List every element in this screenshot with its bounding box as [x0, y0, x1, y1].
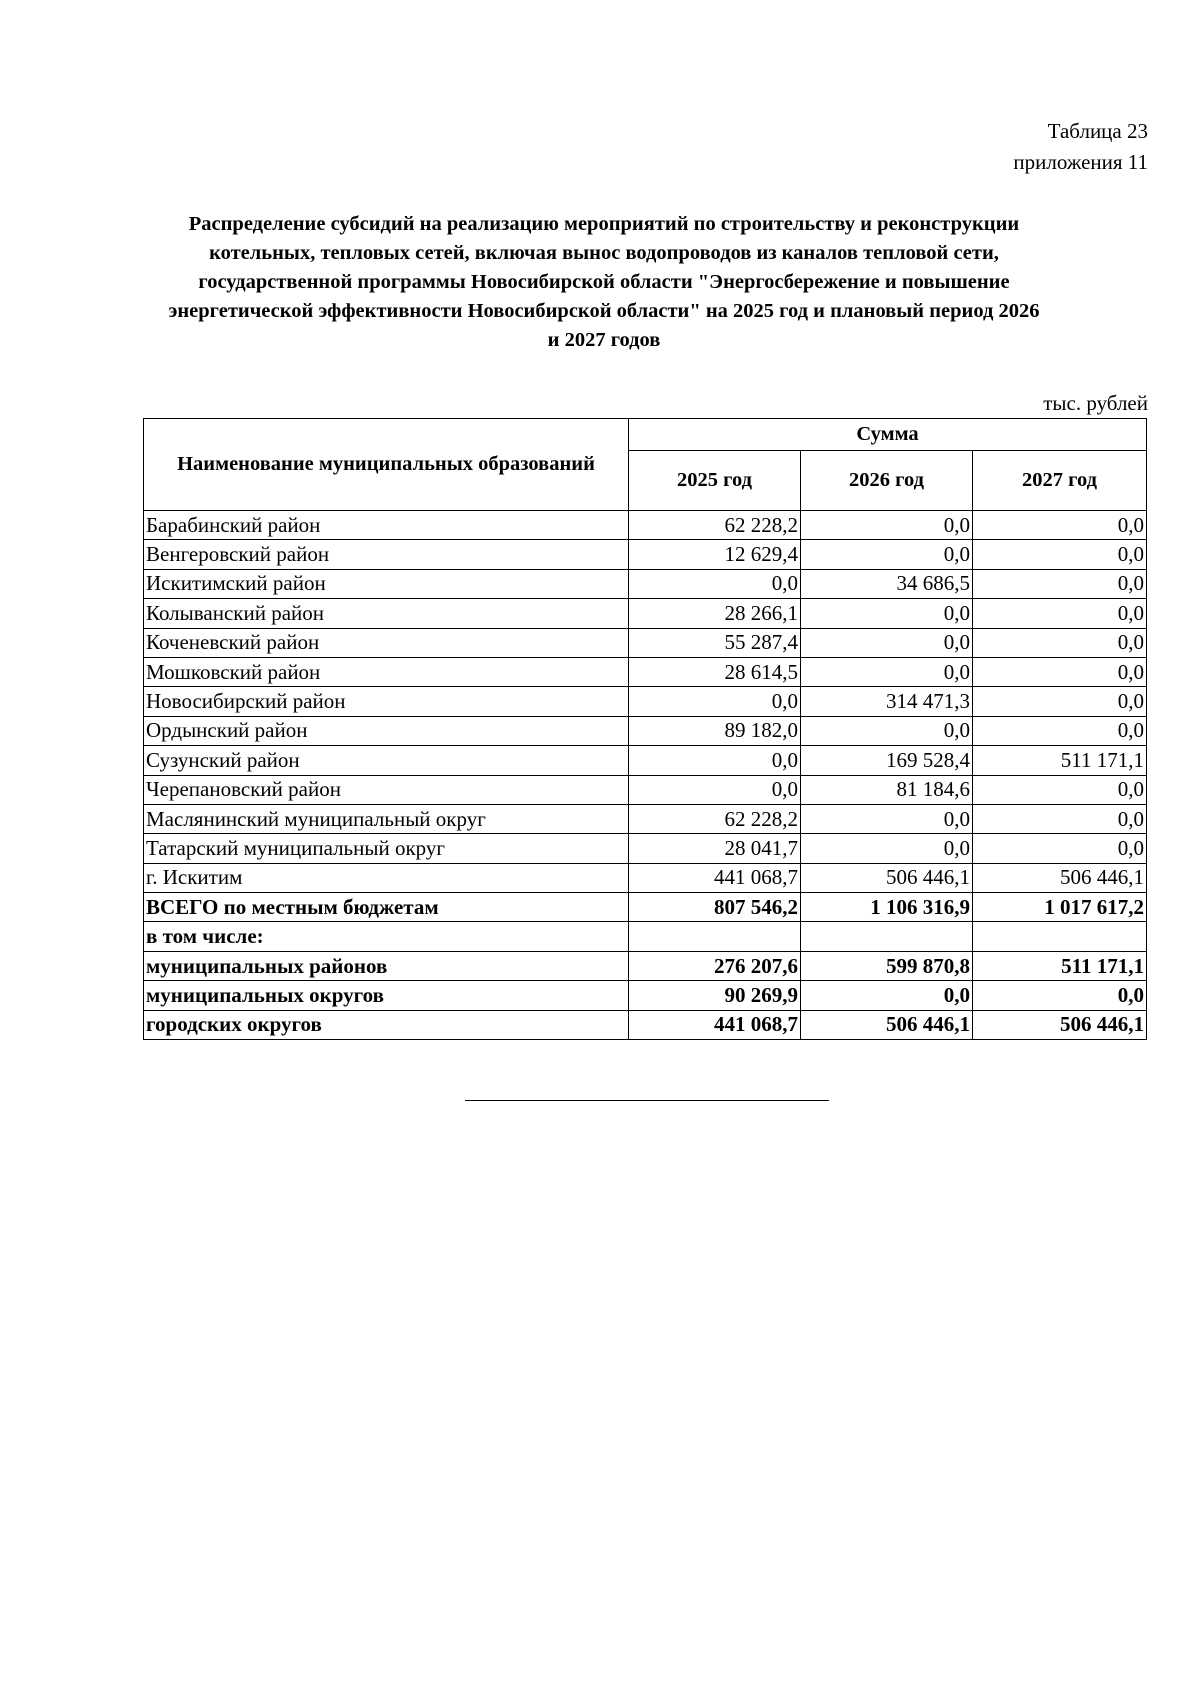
- cell-2026: 599 870,8: [801, 951, 973, 980]
- cell-municipality: Сузунский район: [144, 746, 629, 775]
- table-row: [144, 687, 1147, 716]
- cell-2025: 62 228,2: [629, 804, 801, 833]
- cell-municipality: Венгеровский район: [144, 540, 629, 569]
- cell-municipality: Колыванский район: [144, 599, 629, 628]
- cell-2027: [973, 922, 1147, 951]
- cell-2026: 0,0: [801, 511, 973, 540]
- title-line: и 2027 годов: [547, 329, 661, 351]
- table-row: [144, 540, 1147, 569]
- cell-2026: 0,0: [801, 599, 973, 628]
- cell-2025: 12 629,4: [629, 540, 801, 569]
- table-row: [144, 922, 1147, 951]
- cell-2025: 0,0: [629, 746, 801, 775]
- table-row: [144, 834, 1147, 863]
- cell-2026: 81 184,6: [801, 775, 973, 804]
- cell-municipality: Ордынский район: [144, 716, 629, 745]
- document-title: [140, 210, 1068, 355]
- cell-2027: 0,0: [973, 775, 1147, 804]
- table-body: [144, 511, 1147, 1040]
- cell-2026: 0,0: [801, 834, 973, 863]
- cell-2027: 506 446,1: [973, 863, 1147, 892]
- table-row: [144, 893, 1147, 922]
- cell-municipality: Маслянинский муниципальный округ: [144, 804, 629, 833]
- table-row: [144, 863, 1147, 892]
- cell-2026: 506 446,1: [801, 1010, 973, 1039]
- cell-2025: 28 041,7: [629, 834, 801, 863]
- cell-2027: 506 446,1: [973, 1010, 1147, 1039]
- cell-2026: 0,0: [801, 804, 973, 833]
- cell-2025: 807 546,2: [629, 893, 801, 922]
- table-row: [144, 951, 1147, 980]
- table-header: [144, 419, 1147, 511]
- cell-2027: 0,0: [973, 687, 1147, 716]
- cell-2025: 276 207,6: [629, 951, 801, 980]
- cell-2025: 441 068,7: [629, 863, 801, 892]
- cell-2027: 0,0: [973, 804, 1147, 833]
- cell-municipality: Мошковский район: [144, 657, 629, 686]
- cell-2026: 34 686,5: [801, 569, 973, 598]
- cell-2026: 0,0: [801, 540, 973, 569]
- table-number: Таблица 23: [1047, 119, 1148, 143]
- table-row: [144, 716, 1147, 745]
- table-row: [144, 511, 1147, 540]
- cell-2027: 0,0: [973, 716, 1147, 745]
- cell-2027: 0,0: [973, 981, 1147, 1010]
- title-line: Распределение субсидий на реализацию мероприятий по строительству и реконструкции: [188, 213, 1020, 235]
- table-row: [144, 569, 1147, 598]
- cell-2025: 441 068,7: [629, 1010, 801, 1039]
- cell-2027: 511 171,1: [973, 746, 1147, 775]
- cell-2027: 0,0: [973, 511, 1147, 540]
- column-header-2026: 2026 год: [801, 450, 973, 510]
- cell-2026: 0,0: [801, 716, 973, 745]
- cell-2025: 0,0: [629, 687, 801, 716]
- units-label: тыс. рублей: [1043, 391, 1148, 415]
- signature-divider: [465, 1100, 829, 1101]
- cell-2025: 28 266,1: [629, 599, 801, 628]
- cell-2026: 0,0: [801, 981, 973, 1010]
- table-row: [144, 775, 1147, 804]
- table-row: [144, 599, 1147, 628]
- cell-2027: 0,0: [973, 834, 1147, 863]
- title-line: энергетической эффективности Новосибирской области" на 2025 год и плановый период 2026: [168, 300, 1040, 322]
- cell-2026: [801, 922, 973, 951]
- cell-2025: 28 614,5: [629, 657, 801, 686]
- cell-2025: 62 228,2: [629, 511, 801, 540]
- column-header-sum: Сумма: [629, 419, 1147, 451]
- column-header-2025: 2025 год: [629, 450, 801, 510]
- table-row: [144, 628, 1147, 657]
- cell-2026: 0,0: [801, 657, 973, 686]
- cell-2026: 506 446,1: [801, 863, 973, 892]
- subsidy-table: [143, 418, 1147, 1040]
- table-row: [144, 657, 1147, 686]
- cell-municipality: в том числе:: [144, 922, 629, 951]
- cell-2026: 0,0: [801, 628, 973, 657]
- cell-municipality: ВСЕГО по местным бюджетам: [144, 893, 629, 922]
- cell-2025: 90 269,9: [629, 981, 801, 1010]
- cell-2025: 0,0: [629, 775, 801, 804]
- cell-municipality: Татарский муниципальный округ: [144, 834, 629, 863]
- title-line: государственной программы Новосибирской области "Энергосбережение и повышение: [198, 271, 1010, 293]
- table-row: [144, 804, 1147, 833]
- cell-2026: 314 471,3: [801, 687, 973, 716]
- cell-municipality: Барабинский район: [144, 511, 629, 540]
- table-reference: [1013, 116, 1148, 178]
- appendix-number: приложения 11: [1013, 150, 1148, 174]
- cell-municipality: городских округов: [144, 1010, 629, 1039]
- cell-municipality: муниципальных округов: [144, 981, 629, 1010]
- cell-2027: 0,0: [973, 599, 1147, 628]
- table-row: [144, 746, 1147, 775]
- cell-2025: 89 182,0: [629, 716, 801, 745]
- cell-municipality: муниципальных районов: [144, 951, 629, 980]
- cell-municipality: Коченевский район: [144, 628, 629, 657]
- cell-2027: 0,0: [973, 569, 1147, 598]
- cell-municipality: Искитимский район: [144, 569, 629, 598]
- cell-2027: 1 017 617,2: [973, 893, 1147, 922]
- cell-municipality: г. Искитим: [144, 863, 629, 892]
- column-header-municipality: Наименование муниципальных образований: [144, 419, 629, 511]
- cell-municipality: Черепановский район: [144, 775, 629, 804]
- cell-2027: 0,0: [973, 657, 1147, 686]
- cell-2025: 55 287,4: [629, 628, 801, 657]
- cell-2026: 169 528,4: [801, 746, 973, 775]
- cell-2026: 1 106 316,9: [801, 893, 973, 922]
- table-row: [144, 1010, 1147, 1039]
- cell-2025: [629, 922, 801, 951]
- cell-2027: 511 171,1: [973, 951, 1147, 980]
- table-row: [144, 981, 1147, 1010]
- title-line: котельных, тепловых сетей, включая вынос водопроводов из каналов тепловой сети,: [209, 242, 999, 264]
- cell-2025: 0,0: [629, 569, 801, 598]
- column-header-2027: 2027 год: [973, 450, 1147, 510]
- cell-2027: 0,0: [973, 540, 1147, 569]
- cell-municipality: Новосибирский район: [144, 687, 629, 716]
- cell-2027: 0,0: [973, 628, 1147, 657]
